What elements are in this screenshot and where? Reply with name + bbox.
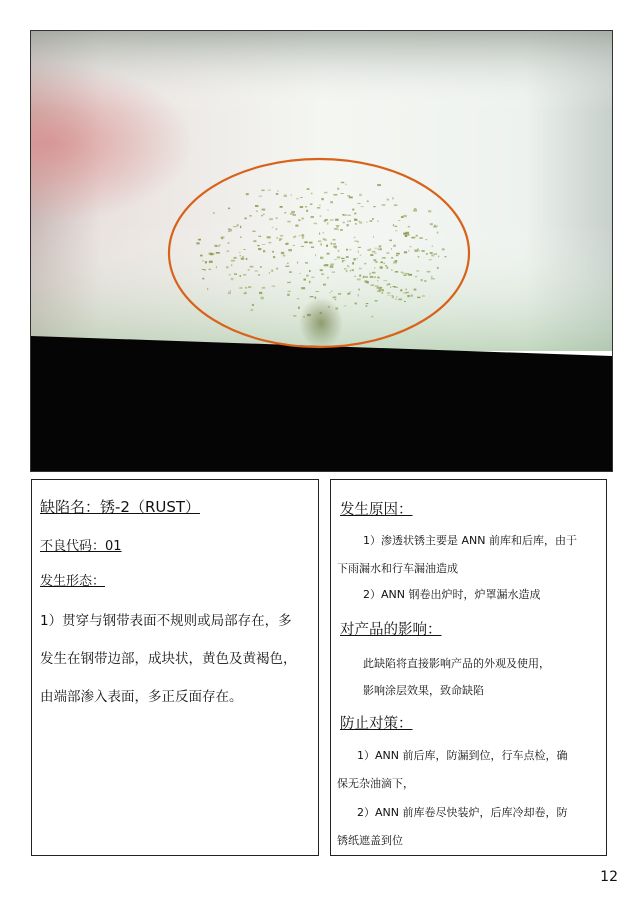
form-line: 1）贯穿与钢带表面不规则或局部存在，多 xyxy=(40,613,292,629)
cause-heading: 发生原因： xyxy=(340,502,413,518)
defect-description-panel xyxy=(31,479,319,856)
defect-photo xyxy=(30,30,613,472)
form-description xyxy=(40,602,312,716)
cause-line: 1）渗透状锈主要是 ANN 前库和后库，由于 xyxy=(363,534,577,547)
prevention-line: 保无杂油滴下， xyxy=(337,777,414,790)
form-line: 由端部渗入表面，多正反面存在。 xyxy=(40,689,243,705)
cause-impact-panel xyxy=(330,479,607,856)
prevention-line: 1）ANN 前后库，防漏到位，行车点检，确 xyxy=(357,749,568,762)
cause-line: 下雨漏水和行车漏油造成 xyxy=(337,562,458,575)
rust-photo-image xyxy=(31,31,612,471)
form-line: 发生在钢带边部，成块状，黄色及黄褐色， xyxy=(40,651,297,667)
defect-title: 缺陷名：锈-2（RUST） xyxy=(40,498,201,516)
impact-line: 此缺陷将直接影响产品的外观及使用， xyxy=(363,657,550,670)
page-number: 12 xyxy=(600,869,618,885)
prevention-heading: 防止对策： xyxy=(340,716,413,732)
prevention-line: 2）ANN 前库卷尽快装炉，后库冷却卷，防 xyxy=(357,806,568,819)
defect-code: 不良代码：01 xyxy=(40,539,122,554)
impact-heading: 对产品的影响： xyxy=(340,622,442,638)
prevention-line: 锈纸遮盖到位 xyxy=(337,834,403,847)
form-heading: 发生形态： xyxy=(40,574,106,589)
impact-line: 影响涂层效果，致命缺陷 xyxy=(363,684,484,697)
cause-line: 2）ANN 钢卷出炉时，炉罩漏水造成 xyxy=(363,588,541,601)
